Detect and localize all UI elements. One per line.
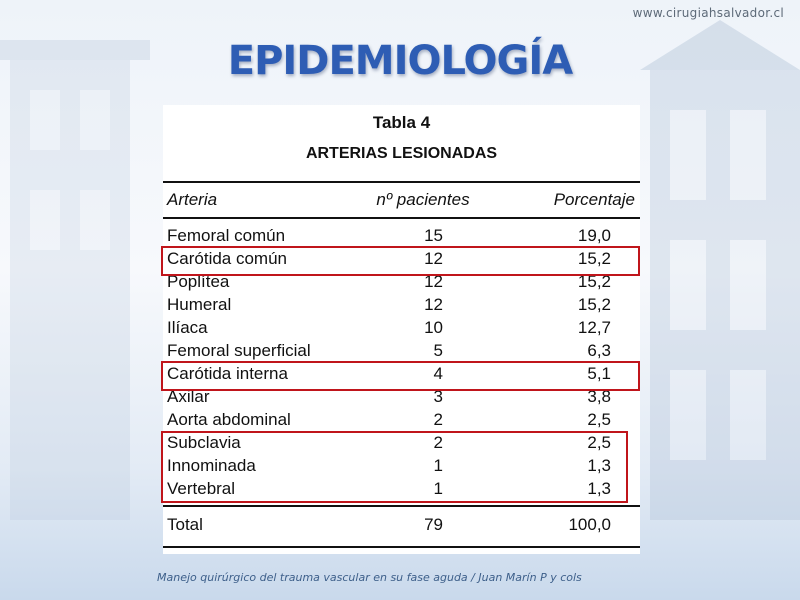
cell-pacientes: 5: [433, 341, 443, 360]
footer-citation: Manejo quirúrgico del trauma vascular en su fase aguda / Juan Marín P y cols: [157, 571, 582, 584]
cell-arteria: Poplítea: [167, 272, 230, 291]
cell-porcentaje: 12,7: [577, 318, 611, 337]
cell-arteria: Ilíaca: [167, 318, 208, 337]
cell-arteria: Vertebral: [167, 479, 236, 498]
cell-total-porcentaje: 100,0: [568, 515, 611, 534]
cell-porcentaje: 2,5: [587, 410, 611, 429]
header-porcentaje: Porcentaje: [553, 190, 635, 209]
highlight-box-carotida-interna: [161, 361, 640, 391]
table-row: [163, 318, 640, 341]
slide-title: EPIDEMIOLOGÍA: [227, 38, 573, 84]
cell-pacientes: 12: [424, 272, 443, 291]
cell-porcentaje: 15,2: [577, 272, 611, 291]
table-total-row: [163, 515, 640, 538]
cell-porcentaje: 15,2: [577, 249, 611, 268]
table-row: [163, 295, 640, 318]
cell-porcentaje: 19,0: [577, 226, 611, 245]
cell-total-label: Total: [167, 515, 203, 534]
cell-porcentaje: 5,1: [587, 364, 611, 383]
cell-arteria: Femoral superficial: [167, 341, 311, 360]
table-rule-top: [163, 181, 640, 183]
table-subtitle: ARTERIAS LESIONADAS: [305, 145, 498, 162]
header-arteria: Arteria: [167, 190, 218, 209]
cell-pacientes: 3: [433, 387, 443, 406]
cell-pacientes: 1: [433, 456, 443, 475]
cell-pacientes: 1: [433, 479, 443, 498]
cell-porcentaje: 2,5: [587, 433, 611, 452]
header-pacientes: nº pacientes: [376, 190, 470, 209]
cell-pacientes: 12: [424, 295, 443, 314]
cell-porcentaje: 15,2: [577, 295, 611, 314]
site-url: www.cirugiahsalvador.cl: [632, 6, 784, 20]
cell-total-pacientes: 79: [424, 515, 443, 534]
cell-arteria: Axilar: [167, 387, 210, 406]
cell-pacientes: 10: [424, 318, 443, 337]
table-label: Tabla 4: [372, 113, 431, 132]
cell-arteria: Femoral común: [167, 226, 286, 245]
cell-pacientes: 15: [424, 226, 443, 245]
cell-arteria: Carótida interna: [167, 364, 288, 383]
highlight-box-subclavia-group: [161, 431, 628, 503]
table-rule-header: [163, 217, 640, 219]
table-rule-total: [163, 505, 640, 507]
cell-arteria: Subclavia: [167, 433, 241, 452]
cell-arteria: Carótida común: [167, 249, 288, 268]
cell-arteria: Innominada: [167, 456, 256, 475]
cell-pacientes: 2: [433, 410, 443, 429]
cell-pacientes: 12: [424, 249, 443, 268]
cell-pacientes: 2: [433, 433, 443, 452]
highlight-box-carotida-comun: [161, 246, 640, 276]
cell-porcentaje: 3,8: [587, 387, 611, 406]
table-rule-bottom: [163, 546, 640, 548]
table-row: [163, 410, 640, 433]
cell-arteria: Aorta abdominal: [167, 410, 291, 429]
cell-porcentaje: 1,3: [587, 479, 611, 498]
cell-pacientes: 4: [433, 364, 443, 383]
cell-arteria: Humeral: [167, 295, 232, 314]
cell-porcentaje: 6,3: [587, 341, 611, 360]
cell-porcentaje: 1,3: [587, 456, 611, 475]
